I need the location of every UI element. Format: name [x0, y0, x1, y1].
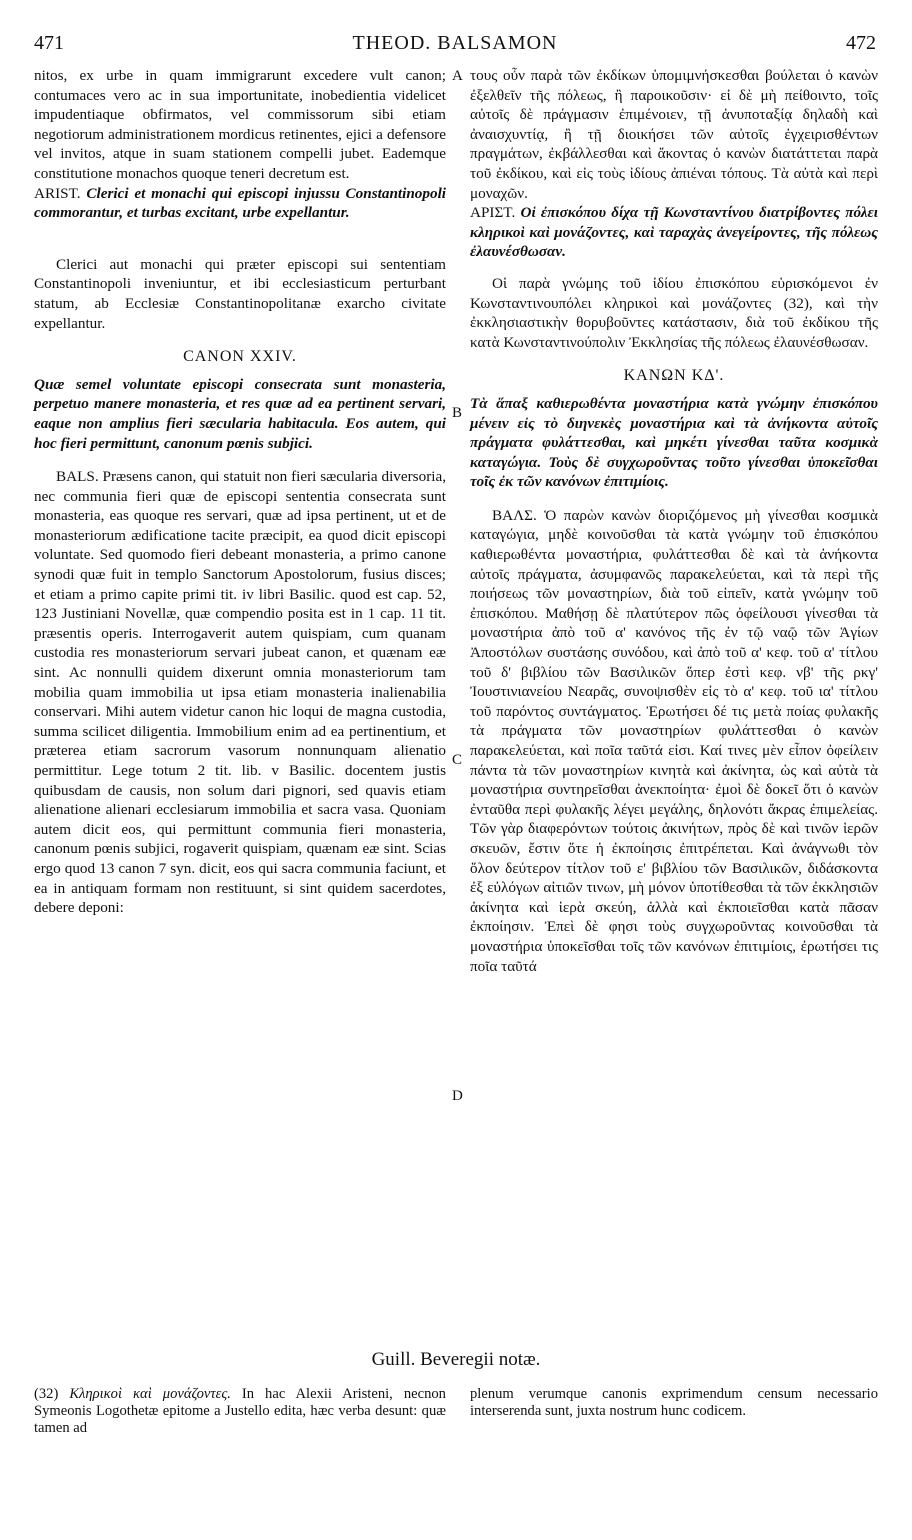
greek-bals-text: Ὁ παρὼν κανὼν διοριζόμενος μὴ γίνεσθαι κοσμικὰ καταγώγια, μηδὲ κοινοῦσθαι τὰ κατὰ γνώμην τοῦ ἐπισκόπου καθιερωθέντα μοναστήρια, φυλάττεσθαι δὲ καὶ τὰ ἀνήκοντα αὐτοῖς πράγματα, ἀσυμφανῶς παρακελεύεται, καὶ τὰ περὶ τῆς ποιήσεως τῶν μοναστηρίων, διὰ τοῦ εἰπεῖν, κατὰ γνώμην τοῦ ἐπισκόπου. Μαθήσῃ δὲ πλατύτερον πῶς ὀφείλουσι γίνεσθαι τὰ μοναστήρια ἀπὸ τοῦ α' κανόνος τῆς ἐν τῷ ναῷ τῶν Ἁγίων Ἀποστόλων συστάσης συνόδου, καὶ ἀπὸ τοῦ α' κεφ. τοῦ α' τίτλου τοῦ δ' βιβλίου τῶν Βασιλικῶν ὅπερ ἐστὶ κεφ. νβ' τῆς ρκγ' Ἰουστινιανείου Νεαρᾶς, συνοψισθὲν εἰς τὸ α' κεφ. τοῦ ια' τίτλου τοῦ παρόντος συντάγματος. Ἐρωτήσει δέ τις μετὰ ποίας φυλακῆς τὰ πράγματα τῶν μοναστηρίων φυλάττεσθαι ὁ κανὼν παρακελεύεται, καὶ ποῖα ταῦτά εἰσι. Καί τινες μὲν εἶπον ὀφείλειν πάντα τὰ τῶν μοναστηρίων κινητὰ καὶ ἀκίνητα, ὡς καὶ αὐτὰ τὰ μοναστήρια συντηρεῖσθαι ἀνεκποίητα· ἐμοὶ δὲ δοκεῖ ὅτι ὁ κανὼν ἐνταῦθα περὶ φυλακῆς λέγει μεγάλης, δηλονότι ἄκρας ἐπιμελείας. Τῶν γὰρ διαφερόντων τούτοις ἀκινήτων, πρὸς δὲ καὶ τινῶν ἱερῶν σκευῶν, ἔστιν ὅτε ἡ ἐκποίησις ἐπιτρέπεται. Καὶ ἀνάγνωθι τὸν ὅλον δεύτερον τίτλον τοῦ ε' βιβλίου τῶν Βασιλικῶν, διδάσκοντα ἐξ εὐλόγων αἰτιῶν τινων, μὴ μόνον ὑποτίθεσθαι τὰ τῶν ἐκκλησιῶν ἀκίνητα καὶ ἱερὰ σκεύη, ἀλλὰ καὶ ἐκποιεῖσθαι κατὰ πᾶσαν ἐκποίησιν. Ἐπεὶ δὲ φησι τοὺς συγχωροῦντας κοινοῦσθαι τὰ μοναστήρια ὑποκεῖσθαι τοῖς τῶν κανόνων ἐπιτιμίοις, ἐρωτήσει τις ποῖα ταῦτά: [470, 506, 878, 975]
note-left-text: In hac Alexii Aristeni, necnon Symeonis Logothetæ epitome a Justello edita, hæc verba desunt: quæ tamen ad: [34, 1386, 446, 1437]
latin-paragraph-1: nitos, ex urbe in quam immigrarunt excedere vult canon; contumaces vero ac in sua importunitate, inobedientia videlicet impudentiaque obfirmatos, vel commissorum sibi etiam negotiorum administrationem mordicus retinentes, ejici a defensore vel invitos, atque in suam stationem compelli jubet. Eademque constitutione monachos quoque teneri decretum est.: [34, 67, 446, 182]
margin-marker-d: D: [452, 1088, 463, 1104]
latin-column: [34, 66, 446, 918]
latin-arist-label: ARIST.: [34, 184, 81, 202]
greek-canon-text: Τὰ ἅπαξ καθιερωθέντα μοναστήρια κατὰ γνώμην ἐπισκόπου μένειν εἰς τὸ διηνεκὲς μοναστήρια καὶ τὰ ἀνήκοντα αὐτοῖς πράγματα φυλάττεσθαι, καὶ μηκέτι γίνεσθαι ταῦτα κοσμικὰ καταγώγια. Τοὺς δὲ συγχωροῦντας τοῦτο γίνεσθαι ὑποκεῖσθαι τοῖς ἐκ τῶν κανόνων ἐπιτιμίοις.: [470, 394, 878, 491]
note-greek-lemma: Κληρικοὶ καὶ μονάζοντες.: [69, 1386, 231, 1402]
notes-right-column: [470, 1386, 878, 1420]
page-header: [34, 32, 876, 62]
greek-arist-label: ΑΡΙΣΤ.: [470, 204, 516, 222]
latin-canon-text: Quæ semel voluntate episcopi consecrata sunt monasteria, perpetuo manere monasteria, et res quæ ad ea pertinent servari, eaque non amplius fieri sæcularia habitacula. Eos autem, qui hoc fieri permittunt, canonum pœnis subjici.: [34, 375, 446, 452]
notes-heading: Guill. Beveregii notæ.: [371, 1349, 541, 1370]
note-right-text: plenum verumque canonis exprimendum censum necessario interserenda sunt, juxta nostrum hunc codicem.: [470, 1386, 878, 1420]
margin-marker-c: C: [452, 752, 463, 768]
page-number-right: 472: [846, 32, 876, 54]
latin-bals-label: BALS.: [56, 468, 99, 486]
greek-column: [470, 66, 878, 976]
margin-marker-a: A: [452, 68, 463, 84]
greek-arist-summary: Οἱ ἐπισκόπου δίχα τῇ Κωνσταντίνου διατρίβοντες πόλει κληρικοὶ καὶ μονάζοντες, καὶ ταραχὰς ἀνεγείροντες, τῆς πόλεως ἐλαυνέσθωσαν.: [470, 204, 878, 261]
greek-paragraph-2: Οἱ παρὰ γνώμης τοῦ ἰδίου ἐπισκόπου εὑρισκόμενοι ἐν Κωνσταντινουπόλει κληρικοὶ καὶ μονάζοντες (32), καὶ τὴν ἐκκλησιαστικὴν θορυβοῦντες κατάστασιν, διὰ τοῦ ἐκδίκου τῆς κατὰ Κωνσταντινούπολιν Ἐκκλησίας τῆς πόλεως ἐλαυνέσθωσαν.: [470, 274, 878, 351]
greek-canon-title: ΚΑΝΩΝ ΚΔ'.: [623, 367, 725, 385]
margin-marker-b: B: [452, 405, 463, 421]
greek-bals-label: ΒΑΛΣ.: [492, 506, 537, 524]
latin-canon-title: CANON XXIV.: [183, 348, 297, 366]
greek-paragraph-1: τους οὖν παρὰ τῶν ἐκδίκων ὑπομιμνήσκεσθαι βούλεται ὁ κανὼν ἐξελθεῖν τῆς πόλεως, ἢ παροικοῦσιν· εἰ δὲ μὴ πείθοιντο, τοῖς αὐτοῖς δὲ πράγμασιν ἐπιμένοιεν, τῇ ἀνυποταξίᾳ δηλαδὴ καὶ ἀναισχυντίᾳ, ἢ τῇ διοικήσει τῶν αὐτοῖς ἐγχειρισθέντων πραγμάτων, ἐκβάλλεσθαι καὶ ἄκοντας ὁ κανὼν διατάττεται παρὰ τοῦ ἐκδίκου, καὶ εἰς τοὺς ἰδίους ἀπιέναι τόπους. Τὰ αὐτὰ καὶ περὶ μοναχῶν.: [470, 67, 878, 202]
running-title: THEOD. BALSAMON: [352, 32, 558, 54]
page-number-left: 471: [34, 32, 64, 54]
latin-arist-summary: Clerici et monachi qui episcopi injussu Constantinopoli commorantur, et turbas excitant, urbe expellantur.: [34, 184, 447, 222]
notes-left-column: [34, 1386, 446, 1438]
latin-bals-text: Præsens canon, qui statuit non fieri sæcularia diversoria, nec communia fieri quæ de episcopi sententia consecrata sunt monasteria, eas quoque res servari, quæ ad ipsa pertinent, ut et de monasteriorum ædificatione tacite præcipit, ea quod dicit episcopi voluntate. Sed quomodo fieri debeant monasteria, a primo canone synodi quæ fuit in templo Sanctorum Apostolorum, fusius disces; et etiam a primo capite primi tit. iv libri Basilic. quod est cap. 52, 123 Justiniani Novellæ, quæ compendio posita est in 1 cap. 11 tit. præsentis operis. Interrogaverit autem quispiam, cum quanam custodia res monasteriorum servari jubeat canon, et quænam eæ sint. Ac nonnulli quidem dixerunt omnia monasteriorum tam mobilia quam immobilia ut ipsa etiam monasteria inalienabilia conservari. Mihi autem videtur canon hic loqui de magna custodia, summa scilicet diligentia. Immobilium enim ad ea pertinentium, et præterea etiam sacrorum vasorum nonnunquam alienatio permittitur. Lege totum 2 tit. lib. v Basilic. docentem justis quibusdam de causis, non solum dari pignori, sed quavis etiam alienatione alienari ecclesiarum immobilia et sacra vasa. Quoniam autem dicit eos, qui permittunt communia fieri monasteria, canonum pœnis subjici, rogaverit quispiam, quænam eæ sint. Scias ergo quod 13 canon 7 syn. dicit, eos qui sacra communia faciunt, et ea in antiquam formam non restituunt, si sint quidem sacerdotes, debere deponi:: [34, 468, 447, 917]
note-reference: (32): [34, 1386, 59, 1402]
latin-paragraph-2: Clerici aut monachi qui præter episcopi sui sententiam Constantinopoli inveniuntur, et ibi ecclesiasticum perturbant statum, ab Ecclesiæ Constantinopolitanæ exarcho civitate expellantur.: [34, 255, 446, 332]
